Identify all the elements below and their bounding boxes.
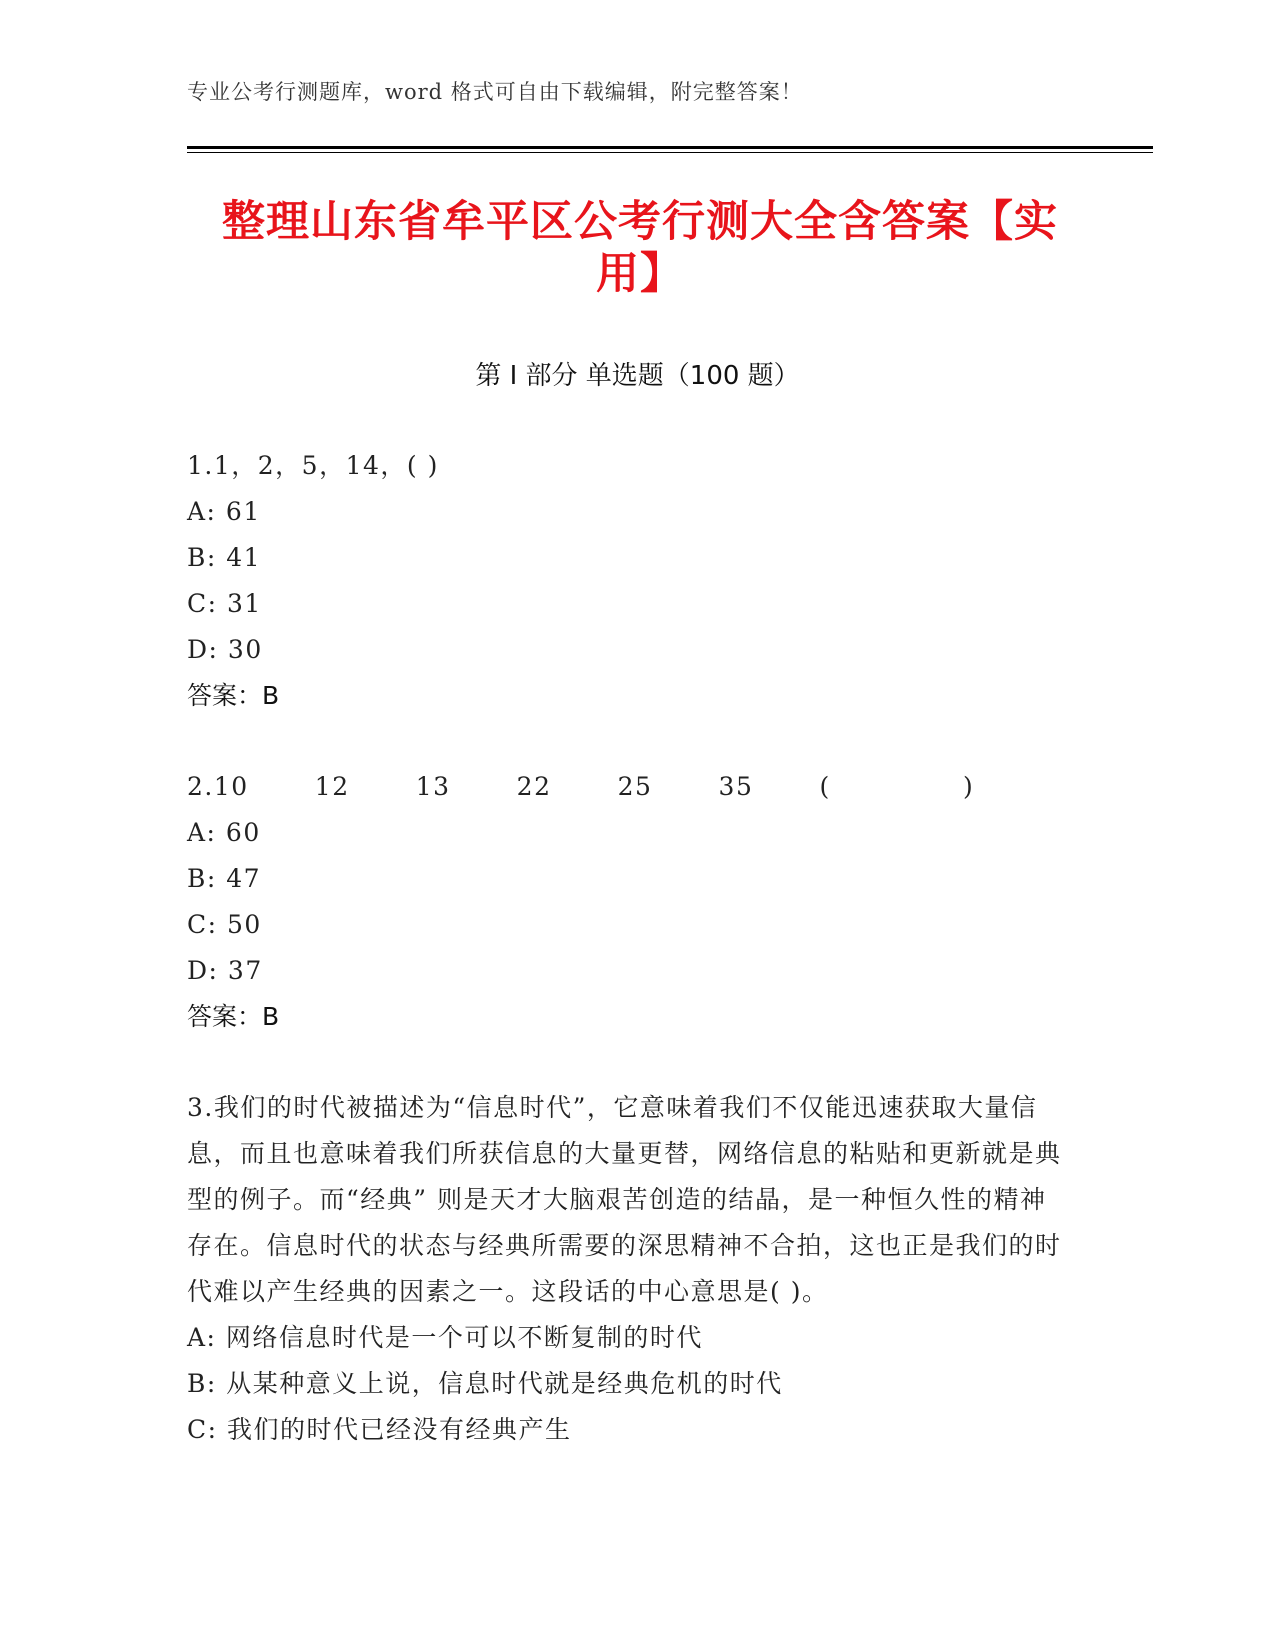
question-stem: 3.我们的时代被描述为“信息时代”，它意味着我们不仅能迅速获取大量信息，而且也意味着我们所获信息的大量更替，网络信息的粘贴和更新就是典型的例子。而“经典” 则是天才大脑艰苦创造的结晶，是一种恒久性的精神存在。信息时代的状态与经典所需要的深思精神不合拍，这也正是我们的时代难以产生经典的因素之一。这段话的中心意思是( )。 — [187, 1093, 1062, 1306]
option-b: B: 47 — [187, 864, 262, 893]
document-title-line-1: 整理山东省牟平区公考行测大全含答案【实 — [222, 197, 1058, 247]
question-3 — [187, 1085, 1067, 1453]
header-rule-thin — [187, 152, 1153, 153]
option-a: A: 60 — [187, 818, 261, 847]
option-b: B: 从某种意义上说，信息时代就是经典危机的时代 — [187, 1369, 783, 1398]
option-a: A: 61 — [187, 497, 261, 526]
option-c: C: 我们的时代已经没有经典产生 — [187, 1415, 572, 1444]
option-d: D: 37 — [187, 956, 263, 985]
question-2 — [187, 764, 1067, 1040]
option-c: C: 31 — [187, 589, 262, 618]
option-d: D: 30 — [187, 635, 263, 664]
section-heading: 第 I 部分 单选题（100 题） — [475, 361, 800, 391]
question-stem: 2.10 12 13 22 25 35 ( ) — [187, 772, 975, 801]
answer: 答案：B — [187, 681, 280, 710]
question-1 — [187, 443, 1067, 719]
option-b: B: 41 — [187, 543, 262, 572]
option-c: C: 50 — [187, 910, 262, 939]
document-title — [190, 196, 1090, 300]
question-list — [187, 443, 1067, 1498]
header-rule-thick — [187, 146, 1153, 149]
answer: 答案：B — [187, 1002, 280, 1031]
question-stem: 1.1，2，5，14，( ) — [187, 451, 439, 480]
option-a: A: 网络信息时代是一个可以不断复制的时代 — [187, 1323, 703, 1352]
document-title-line-2: 用】 — [596, 249, 684, 299]
header-note: 专业公考行测题库，word 格式可自由下载编辑，附完整答案！ — [187, 80, 803, 104]
